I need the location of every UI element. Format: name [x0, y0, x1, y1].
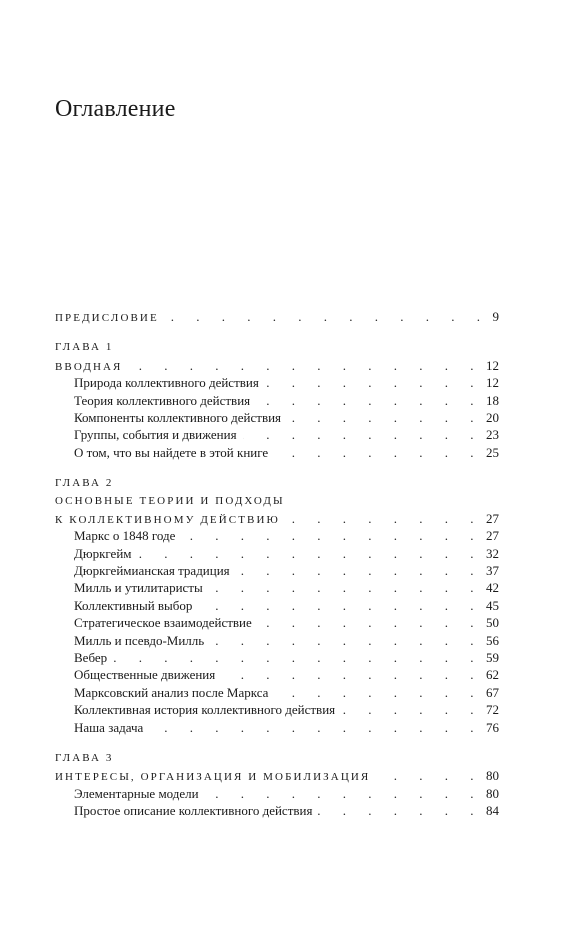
toc-entry-chapter-line[interactable] [55, 493, 499, 510]
toc-entry-section[interactable] [55, 579, 499, 596]
toc-entry-section[interactable] [55, 666, 499, 683]
toc-entry-section[interactable] [55, 527, 499, 544]
toc-entry-section[interactable] [55, 392, 499, 409]
toc-page-number: 80 [486, 768, 499, 784]
toc-entry-section[interactable] [55, 632, 499, 649]
dot-leader [243, 426, 483, 443]
toc-entry-title: Наша задача [74, 719, 144, 735]
toc-entry-title: Марксовский анализ после Маркса [74, 684, 269, 700]
toc-entry-title: Компоненты коллективного действия [74, 409, 282, 425]
dot-leader [210, 632, 483, 649]
toc-page-number: 32 [486, 545, 499, 561]
dot-leader [221, 666, 483, 683]
dot-leader [258, 614, 483, 631]
toc-page-number: 25 [486, 444, 499, 460]
table-of-contents [55, 308, 499, 820]
toc-entry-title: О том, что вы найдете в этой книге [74, 444, 269, 460]
toc-entry-title: Дюркгеймианская традиция [74, 563, 230, 579]
toc-page-number: 42 [486, 580, 499, 596]
dot-leader [209, 579, 483, 596]
toc-entry-title: Маркс о 1848 годе [74, 528, 176, 544]
toc-entry-title: Коллективный выбор [74, 597, 193, 613]
dot-leader [205, 785, 483, 802]
toc-entry-section[interactable] [55, 597, 499, 614]
toc-page-number: 12 [486, 375, 499, 391]
toc-entry-section[interactable] [55, 649, 499, 666]
toc-entry-section[interactable] [55, 444, 499, 461]
toc-page-number: 12 [486, 357, 499, 373]
toc-entry-section[interactable] [55, 614, 499, 631]
toc-entry-section[interactable] [55, 719, 499, 736]
dot-leader [113, 649, 483, 666]
toc-entry-title: Простое описание коллективного действия [74, 803, 313, 819]
dot-leader [274, 444, 483, 461]
dot-leader [274, 684, 483, 701]
toc-page-number: 72 [486, 702, 499, 718]
page-title: Оглавление [55, 96, 176, 122]
toc-entry-title: Стратегическое взаимодействие [74, 615, 252, 631]
toc-page-number: 80 [486, 785, 499, 801]
dot-leader [149, 719, 483, 736]
toc-entry-chapter[interactable] [55, 510, 499, 527]
toc-page-number: 84 [486, 803, 499, 819]
toc-entry-section[interactable] [55, 374, 499, 391]
toc-page-number: 67 [486, 684, 499, 700]
toc-page-number: 27 [486, 528, 499, 544]
toc-page-number: 37 [486, 563, 499, 579]
dot-leader [341, 701, 483, 718]
toc-entry-section[interactable] [55, 545, 499, 562]
toc-page-number: 18 [486, 392, 499, 408]
toc-entry-title: Милль и псевдо-Милль [74, 632, 205, 648]
toc-entry-section[interactable] [55, 802, 499, 819]
toc-entry-section[interactable] [55, 785, 499, 802]
toc-entry-title: Коллективная история коллективного действия [74, 702, 336, 718]
toc-entry-section[interactable] [55, 562, 499, 579]
toc-entry-title: К КОЛЛЕКТИВНОМУ ДЕЙСТВИЮ [55, 513, 280, 526]
toc-page-number: 45 [486, 597, 499, 613]
toc-entry-title: Элементарные модели [74, 785, 199, 801]
toc-page-number: 62 [486, 667, 499, 683]
toc-entry-section[interactable] [55, 409, 499, 426]
dot-leader [198, 597, 483, 614]
toc-entry-title: ОСНОВНЫЕ ТЕОРИИ И ПОДХОДЫ [55, 494, 285, 507]
toc-entry-preface[interactable] [55, 308, 499, 325]
toc-entry-title: Милль и утилитаристы [74, 580, 203, 596]
toc-entry-title: ПРЕДИСЛОВИЕ [55, 312, 159, 324]
toc-entry-chapter[interactable] [55, 767, 499, 784]
toc-entry-section[interactable] [55, 684, 499, 701]
chapter-label: ГЛАВА 2 [55, 477, 114, 490]
dot-leader [256, 392, 483, 409]
dot-leader [265, 374, 483, 391]
dot-leader [376, 767, 483, 784]
chapter-label: ГЛАВА 1 [55, 341, 114, 354]
toc-page-number: 59 [486, 650, 499, 666]
dot-leader [165, 308, 490, 325]
toc-entry-section[interactable] [55, 701, 499, 718]
toc-entry-title: Теория коллективного действия [74, 392, 251, 408]
dot-leader [138, 545, 483, 562]
toc-entry-title: Группы, события и движения [74, 427, 237, 443]
toc-page-number: 50 [486, 615, 499, 631]
dot-leader [287, 409, 483, 426]
toc-entry-title: Общественные движения [74, 667, 216, 683]
dot-leader [129, 357, 484, 374]
toc-entry-title: Вебер [74, 650, 108, 666]
toc-page-number: 56 [486, 632, 499, 648]
toc-page-number: 27 [486, 510, 499, 526]
dot-leader [318, 802, 483, 819]
dot-leader [181, 527, 483, 544]
toc-page-number: 23 [486, 427, 499, 443]
toc-entry-title: Природа коллективного действия [74, 375, 259, 391]
toc-entry-title: ИНТЕРЕСЫ, ОРГАНИЗАЦИЯ И МОБИЛИЗАЦИЯ [55, 771, 371, 784]
chapter-label: ГЛАВА 3 [55, 751, 114, 764]
toc-entry-title: Дюркгейм [74, 545, 132, 561]
dot-leader [236, 562, 483, 579]
toc-page-number: 20 [486, 409, 499, 425]
dot-leader [286, 510, 483, 527]
toc-page-number: 76 [486, 719, 499, 735]
toc-entry-chapter[interactable] [55, 357, 499, 374]
toc-page-number: 9 [492, 309, 499, 324]
toc-entry-section[interactable] [55, 426, 499, 443]
toc-entry-title: ВВОДНАЯ [55, 360, 123, 373]
